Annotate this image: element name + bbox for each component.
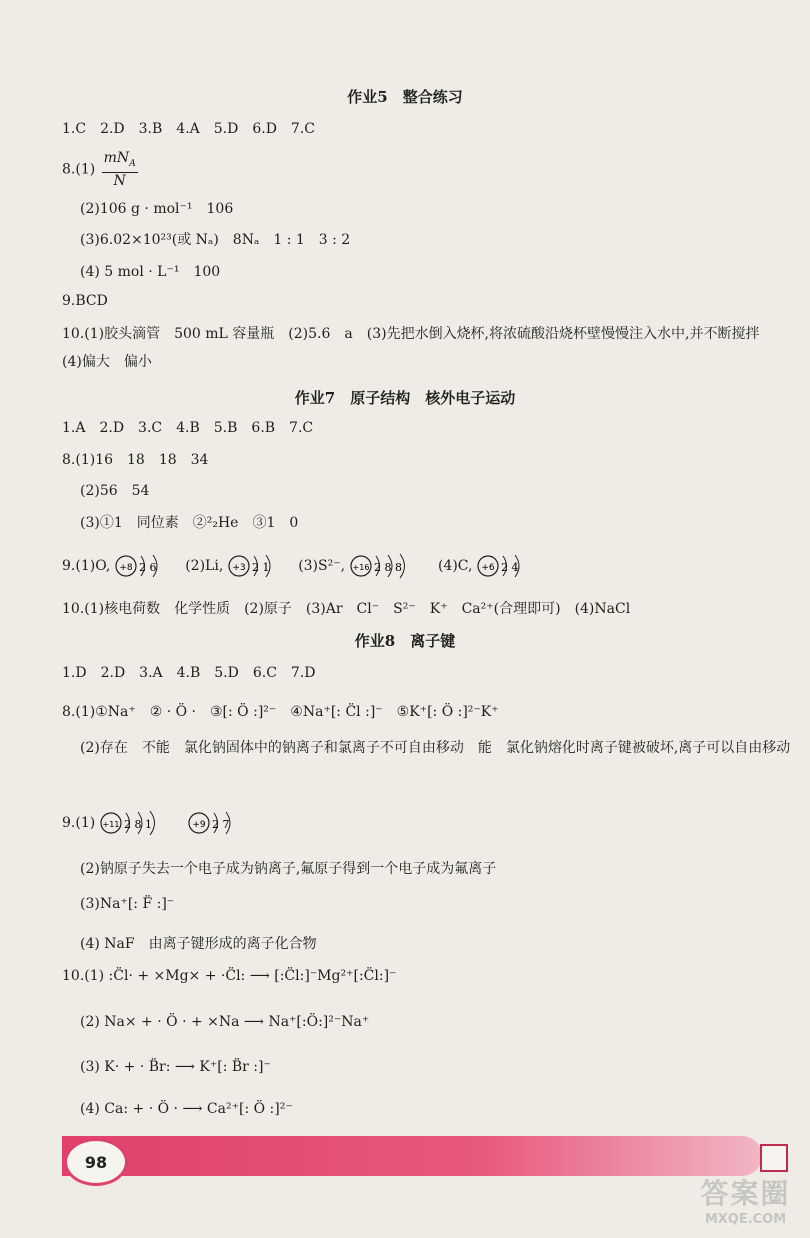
atom-na-shells: 2 8 1 — [123, 818, 152, 831]
atom-c-core: +6 — [481, 563, 495, 573]
s8-q10-part2: (2) Na× + · Ö · + ×Na ⟶ Na⁺[:Ö:]²⁻Na⁺ — [80, 1014, 370, 1030]
section-7-title: 作业7 原子结构 核外电子运动 — [294, 389, 516, 407]
atom-li-shells: 2 1 — [251, 561, 270, 574]
s5-q8-part1 — [62, 150, 792, 189]
s7-q9-c-label: (3)S²⁻, — [298, 558, 346, 574]
s8-answers-1-7: 1.D 2.D 3.A 4.B 5.D 6.C 7.D — [62, 665, 316, 681]
s5-q8-prefix: 8.(1) — [62, 161, 96, 178]
atom-structure-f-icon — [188, 808, 254, 838]
s5-q10: 10.(1)胶头滴管 500 mL 容量瓶 (2)5.6 a (3)先把水倒入烧杯,将浓硫酸沿烧杯壁慢慢注入水中,并不断搅拌 (4)偏大 偏小 — [62, 326, 774, 370]
s5-q8-frac-num: mN — [103, 150, 130, 166]
atom-li-core: +3 — [232, 563, 246, 573]
atom-s-shells: 2 8 8 — [373, 561, 402, 574]
s7-q8-part3: (3)①1 同位素 ②²₂He ③1 0 — [80, 515, 299, 531]
s7-q10: 10.(1)核电荷数 化学性质 (2)原子 (3)Ar Cl⁻ S²⁻ K⁺ Ca²⁺(合理即可) (4)NaCl — [62, 601, 631, 617]
corner-square-icon — [760, 1144, 788, 1172]
s8-q10-part3: (3) K· + · B̈r: ⟶ K⁺[: B̈r :]⁻ — [80, 1059, 271, 1075]
atom-na-core: +11 — [102, 820, 120, 829]
s7-q8-part2: (2)56 54 — [80, 483, 150, 499]
atom-f-shells: 2 7 — [212, 818, 230, 831]
section-5-title: 作业5 整合练习 — [347, 88, 463, 106]
s7-q9-a-label: (1)O, — [75, 558, 111, 574]
s7-q9-b-label: (2)Li, — [185, 558, 224, 574]
s7-q9-prefix: 9. — [62, 558, 76, 574]
atom-f-core: +9 — [192, 820, 206, 830]
atom-o-core: +8 — [119, 563, 133, 573]
watermark-bottom: MXQE.COM — [704, 1212, 787, 1227]
s8-q9-part4: (4) NaF 由离子键形成的离子化合物 — [80, 936, 317, 952]
s7-q9 — [62, 552, 792, 580]
atom-structure-s-icon — [350, 552, 434, 580]
section-8-title: 作业8 离子键 — [354, 632, 456, 650]
atom-o-shells: 2 6 — [138, 561, 157, 574]
s5-q8-frac-den: N — [113, 172, 126, 189]
s8-q9-part2: (2)钠原子失去一个电子成为钠离子,氟原子得到一个电子成为氟离子 — [80, 861, 497, 877]
atom-structure-c-icon — [477, 552, 543, 580]
s5-q8-part2: (2)106 g · mol⁻¹ 106 — [80, 201, 234, 217]
s5-q8-part3: (3)6.02×10²³(或 Nₐ) 8Nₐ 1 : 1 3 : 2 — [80, 232, 351, 248]
s5-q8-part4: (4) 5 mol · L⁻¹ 100 — [80, 264, 221, 280]
s5-q8-fraction — [102, 150, 138, 189]
footer-bar — [62, 1136, 762, 1176]
s5-q9: 9.BCD — [62, 293, 108, 309]
s8-q10-part1: 10.(1) :C̈l· + ×Mg× + ·C̈l: ⟶ [:C̈l:]⁻Mg²⁺[:C̈l:]⁻ — [62, 968, 397, 984]
s8-q8-part1: 8.(1)①Na⁺ ② · Ö · ③[: Ö :]²⁻ ④Na⁺[: C̈l :]⁻ ⑤K⁺[: Ö :]²⁻K⁺ — [62, 704, 499, 720]
s8-q10-part4: (4) Ca: + · Ö · ⟶ Ca²⁺[: Ö :]²⁻ — [80, 1101, 293, 1117]
atom-structure-o-icon — [115, 552, 181, 580]
s8-q9-prefix: 9.(1) — [62, 815, 96, 831]
site-watermark — [688, 1172, 803, 1227]
s5-q8-frac-sub: A — [129, 158, 136, 169]
page-number-badge — [64, 1138, 128, 1186]
atom-structure-na-icon — [100, 808, 184, 838]
s8-q8-part2: (2)存在 不能 氯化钠固体中的钠离子和氯离子不可自由移动 能 氯化钠熔化时离子键被破坏,离子可以自由移动 — [80, 740, 791, 756]
atom-structure-li-icon — [228, 552, 294, 580]
s7-answers-1-7: 1.A 2.D 3.C 4.B 5.B 6.B 7.C — [62, 420, 314, 436]
atom-s-core: +16 — [352, 563, 369, 572]
atom-c-shells: 2 4 — [500, 561, 519, 574]
s8-q9-part1 — [62, 808, 792, 838]
s7-q8-part1: 8.(1)16 18 18 34 — [62, 452, 209, 468]
watermark-top: 答案圈 — [700, 1177, 791, 1210]
s7-q9-d-label: (4)C, — [437, 558, 473, 574]
page-number: 98 — [84, 1152, 108, 1172]
s5-answers-1-7: 1.C 2.D 3.B 4.A 5.D 6.D 7.C — [62, 121, 315, 137]
s8-q9-part3: (3)Na⁺[: F̈ :]⁻ — [80, 896, 175, 912]
